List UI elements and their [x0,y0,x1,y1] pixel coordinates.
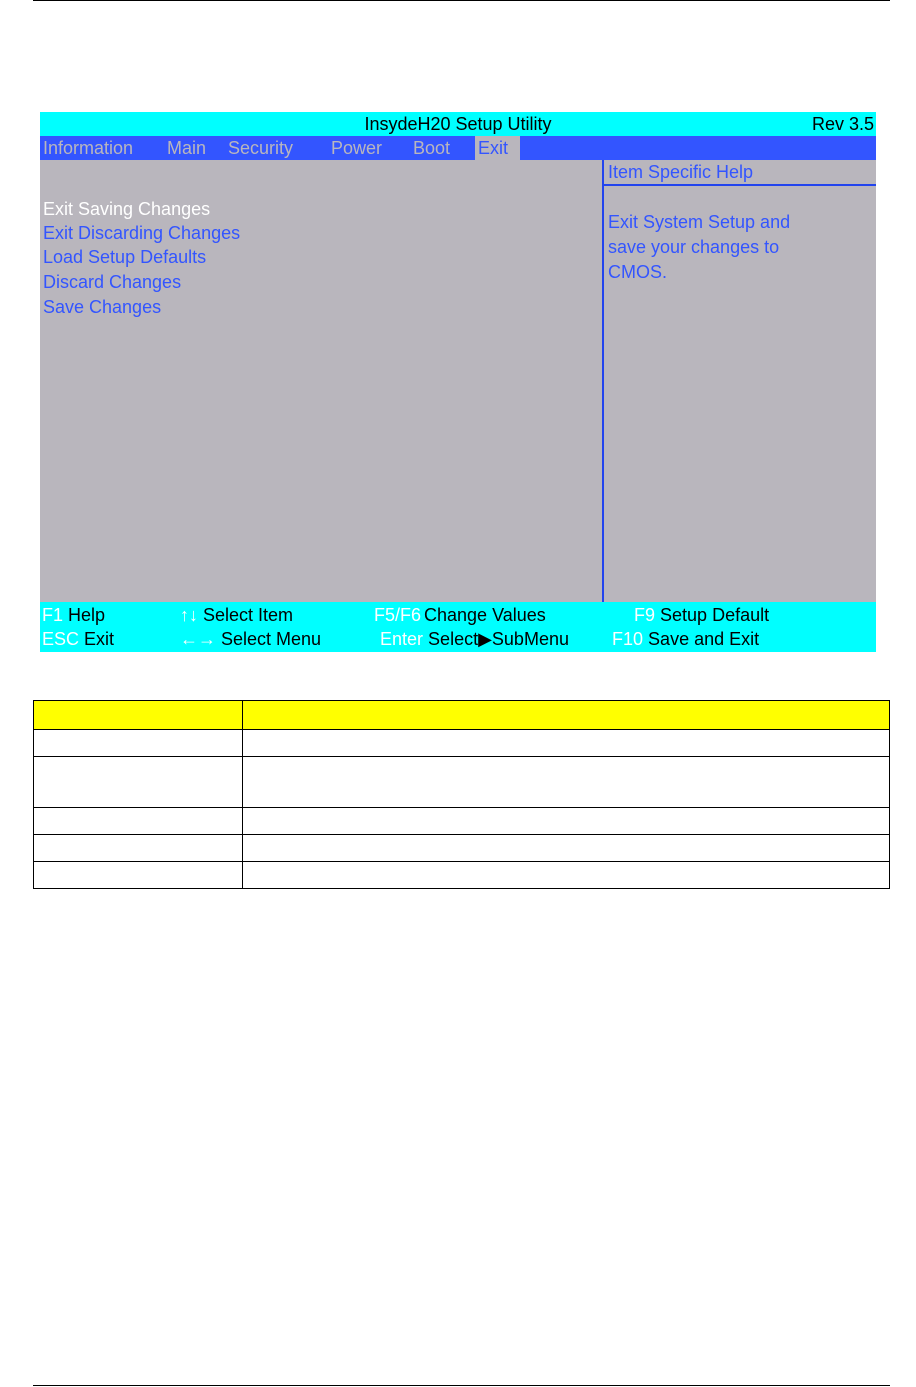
up-down-arrows-icon: ↑↓ [180,605,198,625]
legend-save-and-exit [612,627,759,651]
exit-options-table [33,700,890,889]
table-row [34,808,890,835]
option-discard-changes[interactable]: Discard Changes [43,272,182,292]
legend-esc-exit [42,627,114,651]
option-exit-discarding-changes[interactable]: Exit Discarding Changes [43,223,241,243]
help-line: CMOS. [608,262,668,282]
tab-power[interactable]: Power [331,138,383,158]
left-right-arrows-icon: ←→ [180,629,216,649]
bios-revision: Rev 3.5 [811,114,874,134]
esc-key: ESC [42,629,80,649]
table-cell [243,757,890,808]
table-cell [34,835,243,862]
change-values-label: Change Values [424,605,546,625]
save-and-exit-label: Save and Exit [648,629,760,649]
table-cell [34,808,243,835]
tab-main[interactable]: Main [167,138,207,158]
table-cell [243,808,890,835]
submenu-label: Select▶SubMenu [428,629,569,649]
option-load-setup-defaults[interactable]: Load Setup Defaults [43,247,207,267]
legend-enter-submenu [380,627,569,651]
legend-change-values [374,603,546,627]
help-title: Item Specific Help [608,162,754,182]
f1-label: Help [68,605,106,625]
enter-key: Enter [380,629,424,649]
bios-title-bar [40,112,876,136]
table-row [34,730,890,757]
bios-title: InsydeH20 Setup Utility [364,114,552,134]
f5f6-key: F5/F6 [374,605,422,625]
f10-key: F10 [612,629,644,649]
table-cell [34,757,243,808]
legend-select-item [180,603,293,627]
legend-setup-default [634,603,769,627]
help-panel [602,160,876,602]
table-row [34,835,890,862]
legend-select-menu [180,627,321,651]
table-cell [243,862,890,889]
option-exit-saving-changes[interactable]: Exit Saving Changes [43,199,211,219]
table-header-row [34,701,890,730]
table-cell [243,835,890,862]
exit-options-list [40,160,602,602]
table-cell [34,862,243,889]
page-top-rule [33,0,890,1]
select-item-label: Select Item [203,605,294,625]
setup-default-label: Setup Default [660,605,770,625]
tab-security[interactable]: Security [228,138,294,158]
menu-bar [40,136,876,160]
table-cell [243,730,890,757]
option-save-changes[interactable]: Save Changes [43,297,162,317]
bios-screen [40,112,876,652]
table-header-cell [243,701,890,730]
help-text [608,210,858,285]
table-row [34,862,890,889]
tab-boot[interactable]: Boot [413,138,451,158]
help-line: Exit System Setup and [608,212,791,232]
help-line: save your changes to [608,237,780,257]
table-header-cell [34,701,243,730]
table-row [34,757,890,808]
legend-f1-help [42,603,105,627]
table-cell [34,730,243,757]
select-menu-label: Select Menu [221,629,322,649]
tab-information[interactable]: Information [43,138,134,158]
tab-exit[interactable]: Exit [475,136,520,160]
esc-label: Exit [84,629,115,649]
help-divider [604,184,876,186]
f1-key: F1 [42,605,64,625]
page-bottom-rule [33,1385,890,1386]
f9-key: F9 [634,605,656,625]
key-legend-footer [40,602,876,652]
